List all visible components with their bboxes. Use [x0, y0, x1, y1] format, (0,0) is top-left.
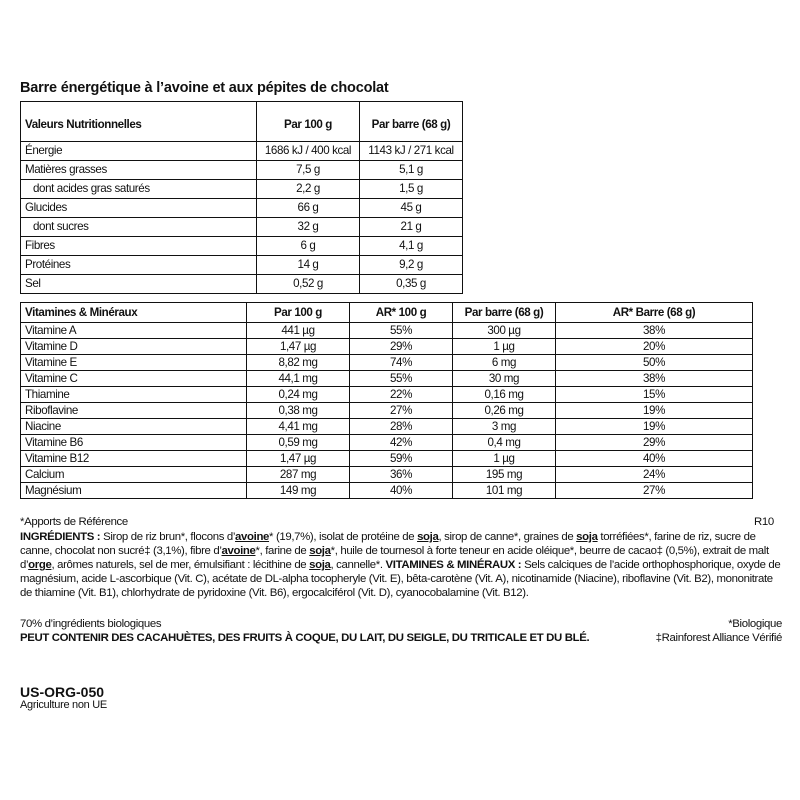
vitamin-arbar: 24%: [556, 467, 753, 483]
ingredients-text: Sirop de riz brun*, flocons d’: [100, 531, 236, 543]
nutrient-label: dont sucres: [21, 218, 257, 237]
ingredients-text: torréfiées*, farine de riz, sucre de canne, chocolat non sucré‡ (3,1%), fibre d’: [20, 531, 756, 557]
allergen-text: soja: [576, 531, 598, 543]
vitamins-minerals-label: VITAMINES & MINÉRAUX :: [382, 559, 522, 571]
vitamin-label: Calcium: [21, 467, 247, 483]
vitamin-label: Vitamine E: [21, 355, 247, 371]
allergen-text: orge: [28, 559, 52, 571]
vitamin-per100: 0,24 mg: [247, 387, 350, 403]
certification-code: US-ORG-050: [20, 684, 105, 700]
vitamin-ar100: 40%: [350, 483, 453, 499]
vitamin-label: Vitamine B6: [21, 435, 247, 451]
vitamin-perbar: 1 µg: [453, 339, 556, 355]
nutrition-row: [21, 161, 463, 180]
vitamin-arbar: 20%: [556, 339, 753, 355]
organic-mark: *Biologique: [728, 618, 782, 630]
nutrition-row: [21, 199, 463, 218]
nutrient-label: Protéines: [21, 256, 257, 275]
vitamin-perbar: 0,26 mg: [453, 403, 556, 419]
ingredients-text: * (19,7%), isolat de protéine de: [269, 531, 418, 543]
ingredients-text: Sels calciques de l’acide orthophosphorique, oxyde de magnésium, acide L-ascorbique (Vit. C), acétate de DL-alpha tocopheryle (Vit. E), bêta-carotène (Vit. A), nicotinamide (Niacine), riboflavine (Vit. B2), mononitrate de thiamine (Vit. B1), chlorhydrate de pyridoxine (Vit. B6), ergocalciférol (Vit. D), cyanocobalamine (Vit. B12).: [20, 559, 781, 599]
vitamin-per100: 4,41 mg: [247, 419, 350, 435]
vitamin-label: Magnésium: [21, 483, 247, 499]
vitamin-per100: 149 mg: [247, 483, 350, 499]
vitamin-row: [21, 323, 753, 339]
vitamin-perbar: 3 mg: [453, 419, 556, 435]
nutrient-label: Fibres: [21, 237, 257, 256]
nutrition-header-perbar: Par barre (68 g): [360, 102, 463, 142]
vitamin-per100: 44,1 mg: [247, 371, 350, 387]
vitamin-arbar: 19%: [556, 403, 753, 419]
allergen-warning: PEUT CONTENIR DES CACAHUÈTES, DES FRUITS À COQUE, DU LAIT, DU SEIGLE, DU TRITICALE ET DU BLÉ.: [20, 632, 590, 644]
vitamin-row: [21, 451, 753, 467]
vitamin-ar100: 42%: [350, 435, 453, 451]
vitamins-header-per100: Par 100 g: [247, 303, 350, 323]
vitamin-arbar: 38%: [556, 323, 753, 339]
nutrition-header-label: Valeurs Nutritionnelles: [21, 102, 257, 142]
vitamin-per100: 441 µg: [247, 323, 350, 339]
vitamin-per100: 0,59 mg: [247, 435, 350, 451]
nutrient-perbar: 5,1 g: [360, 161, 463, 180]
nutrient-per100: 6 g: [257, 237, 360, 256]
product-title: Barre énergétique à l’avoine et aux pépites de chocolat: [20, 80, 389, 96]
vitamins-table: [20, 302, 753, 499]
vitamin-per100: 1,47 µg: [247, 339, 350, 355]
vitamin-perbar: 1 µg: [453, 451, 556, 467]
nutrient-per100: 7,5 g: [257, 161, 360, 180]
vitamin-arbar: 19%: [556, 419, 753, 435]
nutrition-row: [21, 256, 463, 275]
vitamin-label: Riboflavine: [21, 403, 247, 419]
nutrient-perbar: 4,1 g: [360, 237, 463, 256]
vitamin-arbar: 38%: [556, 371, 753, 387]
vitamin-ar100: 55%: [350, 371, 453, 387]
vitamin-ar100: 29%: [350, 339, 453, 355]
nutrient-per100: 1686 kJ / 400 kcal: [257, 142, 360, 161]
vitamin-ar100: 28%: [350, 419, 453, 435]
vitamins-header-ar100: AR* 100 g: [350, 303, 453, 323]
vitamin-label: Vitamine D: [21, 339, 247, 355]
allergen-text: avoine: [235, 531, 270, 543]
vitamin-ar100: 55%: [350, 323, 453, 339]
nutrition-table: [20, 101, 463, 294]
vitamins-header-arbar: AR* Barre (68 g): [556, 303, 753, 323]
vitamin-ar100: 22%: [350, 387, 453, 403]
vitamin-per100: 8,82 mg: [247, 355, 350, 371]
nutrient-label: Sel: [21, 275, 257, 294]
allergen-text: soja: [417, 531, 439, 543]
vitamin-label: Niacine: [21, 419, 247, 435]
nutrient-per100: 66 g: [257, 199, 360, 218]
ingredients-block: [20, 530, 782, 600]
nutrient-per100: 32 g: [257, 218, 360, 237]
vitamins-header-perbar: Par barre (68 g): [453, 303, 556, 323]
ingredients-label: INGRÉDIENTS :: [20, 531, 101, 543]
vitamin-row: [21, 403, 753, 419]
allergen-text: soja: [309, 545, 331, 557]
allergen-text: soja: [309, 559, 331, 571]
nutrition-row: [21, 237, 463, 256]
nutrition-row: [21, 180, 463, 199]
vitamin-row: [21, 467, 753, 483]
vitamin-ar100: 59%: [350, 451, 453, 467]
vitamin-row: [21, 419, 753, 435]
vitamin-row: [21, 339, 753, 355]
nutrient-perbar: 9,2 g: [360, 256, 463, 275]
ingredients-text: *, huile de tournesol à forte teneur en acide oléique*, beurre de cacao‡ (0,5%), extrait de malt d’: [20, 545, 769, 571]
vitamin-per100: 1,47 µg: [247, 451, 350, 467]
nutrition-row: [21, 275, 463, 294]
nutrient-per100: 0,52 g: [257, 275, 360, 294]
nutrient-label: Glucides: [21, 199, 257, 218]
agriculture-origin: Agriculture non UE: [20, 699, 107, 711]
vitamins-header-row: [21, 303, 753, 323]
nutrient-perbar: 0,35 g: [360, 275, 463, 294]
vitamin-perbar: 0,16 mg: [453, 387, 556, 403]
ingredients-text: , sirop de canne*, graines de: [438, 531, 577, 543]
organic-percent: 70% d’ingrédients biologiques: [20, 618, 162, 630]
nutrition-header-per100: Par 100 g: [257, 102, 360, 142]
nutrient-perbar: 21 g: [360, 218, 463, 237]
nutrition-row: [21, 218, 463, 237]
nutrition-header-row: [21, 102, 463, 142]
nutrient-label: Matières grasses: [21, 161, 257, 180]
nutrient-label: dont acides gras saturés: [21, 180, 257, 199]
vitamin-ar100: 36%: [350, 467, 453, 483]
nutrient-per100: 14 g: [257, 256, 360, 275]
nutrient-perbar: 1,5 g: [360, 180, 463, 199]
nutrient-perbar: 1143 kJ / 271 kcal: [360, 142, 463, 161]
rainforest-note: ‡Rainforest Alliance Vérifié: [655, 632, 782, 644]
vitamin-ar100: 27%: [350, 403, 453, 419]
vitamin-row: [21, 387, 753, 403]
vitamin-row: [21, 435, 753, 451]
vitamin-label: Thiamine: [21, 387, 247, 403]
vitamins-header-label: Vitamines & Minéraux: [21, 303, 247, 323]
vitamin-label: Vitamine C: [21, 371, 247, 387]
nutrient-label: Énergie: [21, 142, 257, 161]
vitamin-arbar: 29%: [556, 435, 753, 451]
vitamin-perbar: 6 mg: [453, 355, 556, 371]
vitamin-arbar: 50%: [556, 355, 753, 371]
vitamin-label: Vitamine B12: [21, 451, 247, 467]
vitamin-arbar: 15%: [556, 387, 753, 403]
nutrient-perbar: 45 g: [360, 199, 463, 218]
reference-footnote: *Apports de Référence: [20, 516, 128, 528]
ingredients-text: , cannelle*.: [330, 559, 383, 571]
nutrition-row: [21, 142, 463, 161]
vitamin-arbar: 40%: [556, 451, 753, 467]
vitamin-per100: 0,38 mg: [247, 403, 350, 419]
vitamin-row: [21, 483, 753, 499]
vitamin-label: Vitamine A: [21, 323, 247, 339]
vitamin-perbar: 101 mg: [453, 483, 556, 499]
nutrient-per100: 2,2 g: [257, 180, 360, 199]
allergen-text: avoine: [221, 545, 256, 557]
vitamin-perbar: 30 mg: [453, 371, 556, 387]
ingredients-text: , arômes naturels, sel de mer, émulsifiant : lécithine de: [51, 559, 310, 571]
vitamin-per100: 287 mg: [247, 467, 350, 483]
vitamin-perbar: 300 µg: [453, 323, 556, 339]
ingredients-text: *, farine de: [255, 545, 310, 557]
vitamin-row: [21, 371, 753, 387]
reference-code: R10: [754, 516, 774, 528]
vitamin-arbar: 27%: [556, 483, 753, 499]
vitamin-perbar: 195 mg: [453, 467, 556, 483]
vitamin-row: [21, 355, 753, 371]
vitamin-ar100: 74%: [350, 355, 453, 371]
vitamin-perbar: 0,4 mg: [453, 435, 556, 451]
